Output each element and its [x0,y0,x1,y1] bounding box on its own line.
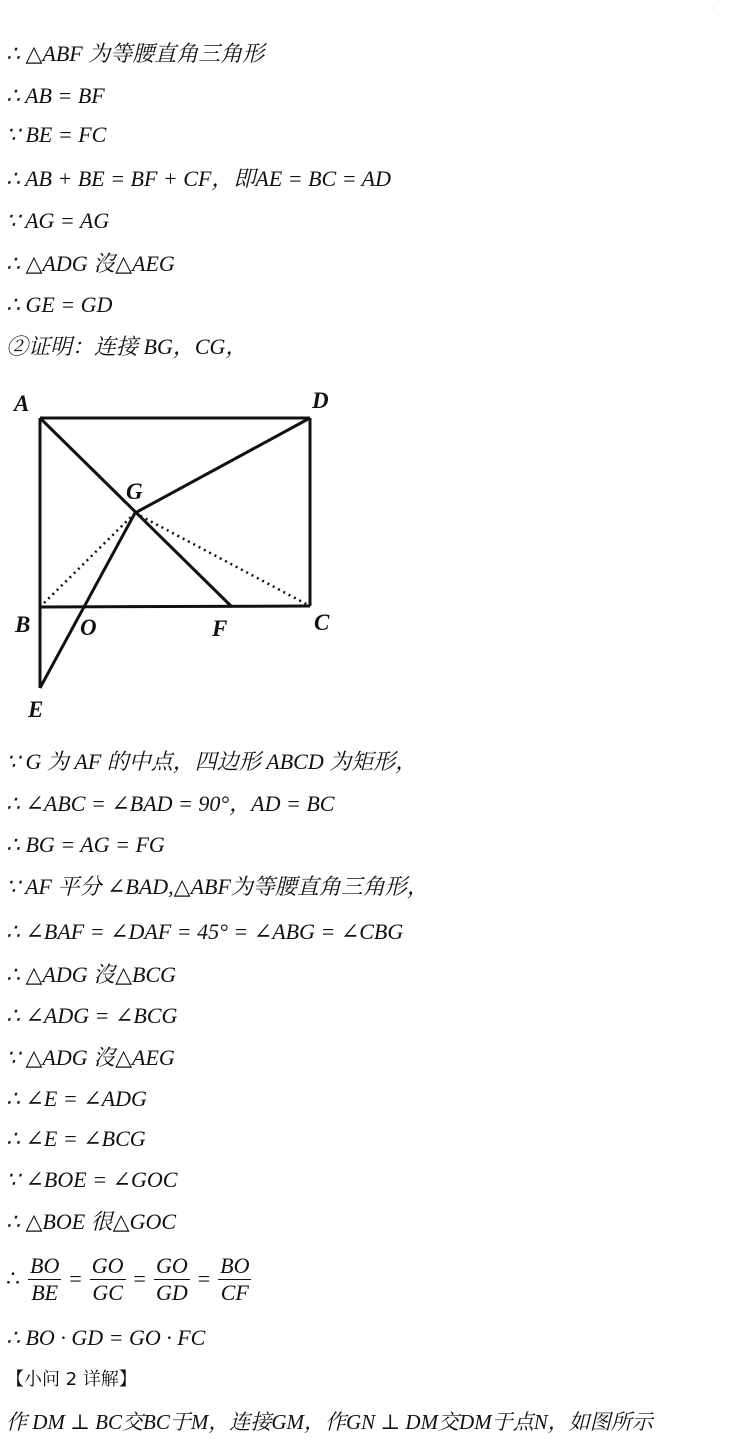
segment-BC [40,606,310,607]
proof-line-5: ∵ AG = AG [6,208,110,233]
fraction-denominator: GD [155,1279,188,1305]
proof-line-1: ∴ △ABF 为等腰直角三角形 [6,41,265,66]
fraction-numerator: BO [30,1252,60,1278]
section-heading: 【小问 2 详解】 [6,1369,137,1390]
proof-line-8: ②证明：连接 BG，CG， [6,334,248,359]
proof-line-13: ∴ ∠BAF = ∠DAF = 45° = ∠ABG = ∠CBG [6,919,404,944]
proof-line-19: ∵ ∠BOE = ∠GOC [6,1167,178,1192]
label-F: F [212,616,228,641]
equals-sign: = [197,1266,211,1291]
proof-line-4: ∴ AB + BE = BF + CF，即AE = BC = AD [6,166,391,191]
segment-GD [135,418,310,513]
equals-sign: = [133,1266,146,1291]
proof-line-fraction [6,1248,255,1310]
label-C: C [314,610,330,635]
fraction-numerator: GO [155,1252,188,1278]
fraction-bo-cf [218,1253,251,1306]
proof-line-9: ∵ G 为 AF 的中点，四边形 ABCD 为矩形， [6,749,418,774]
fraction-bo-be [28,1253,61,1306]
proof-line-14: ∴ △ADG 沒△BCG [6,962,177,987]
proof-line-16: ∵ △ADG 沒△AEG [6,1045,175,1070]
fraction-go-gc [90,1253,126,1306]
label-O: O [80,615,97,640]
segment-BG-dotted [40,513,135,607]
segment-GC-dotted [135,513,310,606]
fraction-denominator: BE [31,1279,59,1305]
proof-line-22: ∴ BO · GD = GO · FC [6,1325,206,1350]
proof-line-2: ∴ AB = BF [6,83,105,108]
corner-mark: · [712,4,715,13]
fraction-denominator: GC [92,1279,123,1305]
label-A: A [14,391,30,416]
label-E: E [28,697,44,722]
label-G: G [126,479,143,504]
fraction-numerator: GO [91,1252,124,1278]
proof-line-3: ∵ BE = FC [6,122,107,147]
equals-sign: = [69,1266,82,1291]
proof-line-20: ∴ △BOE 很△GOC [6,1209,177,1234]
fraction-numerator: BO [220,1252,250,1278]
proof-line-18: ∴ ∠E = ∠BCG [6,1126,146,1151]
fraction-denominator: CF [220,1279,249,1305]
fraction-go-gd [154,1253,190,1306]
geometry-figure [0,380,360,725]
proof-line-12: ∵ AF 平分 ∠BAD,△ABF为等腰直角三角形， [6,874,429,899]
proof-line-17: ∴ ∠E = ∠ADG [6,1086,147,1111]
proof-line-6: ∴ △ADG 沒△AEG [6,251,175,276]
proof-line-15: ∴ ∠ADG = ∠BCG [6,1003,178,1028]
label-D: D [312,388,329,413]
proof-line-24: 作 DM ⊥ BC交BC于M，连接GM，作GN ⊥ DM交DM于点N，如图所示 [6,1410,653,1434]
proof-line-10: ∴ ∠ABC = ∠BAD = 90°，AD = BC [6,791,335,816]
proof-line-7: ∴ GE = GD [6,292,113,317]
label-B: B [15,612,31,637]
proof-line-11: ∴ BG = AG = FG [6,832,165,857]
segment-GE [40,513,135,688]
therefore-symbol: ∴ [6,1266,20,1291]
